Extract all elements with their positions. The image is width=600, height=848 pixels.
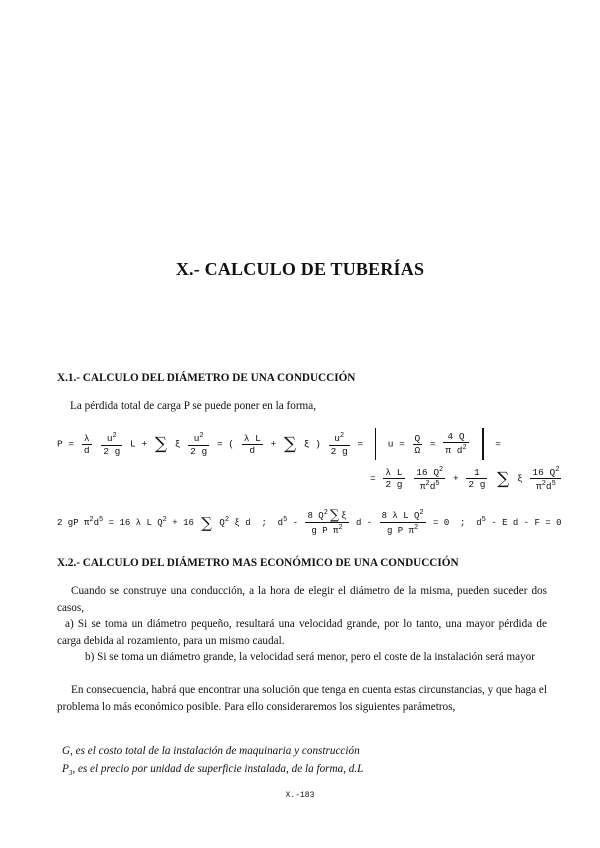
sum-symbol: ∑ (154, 434, 167, 454)
eq1-paren-close: ξ ) (303, 438, 321, 450)
eq3-part2: 16 λ L Q (119, 517, 163, 528)
eq1-eq: = (68, 438, 75, 450)
abs-bar-right (482, 428, 483, 460)
eq1-frac-u2-2g-c: $\frac{u^2}{2 g}$ (330, 432, 348, 457)
eq3-frac-8lLQ2-gPpi2: $\frac{8 \lambda L Q^2}{g P \pi^2}$ (381, 509, 424, 536)
eq1-end: = (495, 438, 501, 450)
eq1-paren-open: = ( (216, 438, 235, 450)
eq2-frac-1-2g: $\frac{1}{2 g}$ (468, 467, 486, 491)
eq1-frac-u2-2g: $\frac{u^2}{2 g}$ (103, 432, 121, 457)
eq3-part2d: ξ d (234, 517, 251, 528)
eq1-P: P (57, 438, 63, 450)
abs-bar-left (375, 428, 376, 460)
page-number: X.-183 (285, 791, 315, 800)
eq3-part4b: - E d - F = 0 (491, 517, 562, 528)
eq3-dmul: d - (355, 517, 373, 528)
eq3-part1b: d (93, 517, 100, 528)
section2-para4: En consecuencia, habrá que encontrar una solución que tenga en cuenta estas circunstancias, y que haga el problema lo más económico posible. Para ello consideraremos los siguientes parámetros, (57, 684, 547, 713)
section1-intro: La pérdida total de carga P se puede poner en la forma, (70, 400, 317, 412)
eq1-plus-b: + (270, 438, 277, 450)
eq1-eq-c: = (429, 438, 436, 450)
section2-heading: X.2.- CALCULO DEL DIÁMETRO MAS ECONÓMICO DE UNA CONDUCCIÓN (57, 557, 459, 569)
equation-2 (370, 465, 563, 492)
eq3-part1: 2 gP π (57, 517, 90, 528)
eq3-sep2: ; (460, 517, 466, 528)
eq1-frac-u2-2g-b: $\frac{u^2}{2 g}$ (190, 432, 208, 457)
eq1-frac-lambdaL-d: $\frac{\text{λ L}}{d}$ (243, 432, 261, 456)
eq1-xi: ξ (174, 438, 181, 450)
eq2-frac-16Q2-pi2d5: $\frac{16 Q^2}{\pi^2d^5}$ (416, 466, 444, 493)
sum-symbol: ∑ (201, 513, 212, 532)
eq3-eqzero: = 0 (433, 517, 450, 528)
eq1-frac-4Q-pid2: $\frac{4 Q}{\pi d^2}$ (445, 431, 467, 457)
eq1-frac-Q-Omega: $\frac{Q}{\Omega}$ (414, 432, 421, 456)
eq3-frac-8Q2xi-gPpi2: $\frac{8 Q^2 \sum \xi}{g P \pi^2}$ (307, 508, 347, 536)
eq1-frac-lambda-d: $\frac{\lambda}{d}$ (83, 432, 90, 456)
eq3-part3: d (277, 517, 284, 528)
eq3-sep1: ; (261, 517, 267, 528)
eq1-plus: + (141, 438, 148, 450)
section2-para2: a) Si se toma un diámetro pequeño, resultará una velocidad grande, por lo tanto, una mayor pérdida de carga debida al rozamiento, para un mismo caudal. (57, 618, 547, 647)
eq2-frac-lambdaL-2g: $\frac{\text{λ L}}{2 g}$ (385, 467, 403, 491)
page-title: X.- CALCULO DE TUBERÍAS (175, 259, 425, 279)
equation-3: 2 gP $\pi^2d^5 = 16$ λ L $Q^2 + 16$ ∑ $Q^2$ ξ d ; $d^5$ - $\frac{8 Q^2 \sum \xi}{g P \pi^2}$ d - $\frac{8 \lambda L Q^2}{g P \pi^2}$ = 0 ; $d^5$ - E d - F = 0 (57, 508, 562, 536)
eq2-plus: + (452, 473, 459, 485)
eq1-eq-b: = (357, 438, 364, 450)
eq2-eq: = (370, 473, 376, 485)
eq1-u-eq: u = (387, 438, 405, 450)
eq3-part2b: + 16 (172, 517, 194, 528)
eq3-part2c: Q (219, 517, 225, 528)
eq2-xi: ξ (517, 473, 523, 485)
section2-para1: Cuando se construye una conducción, a la hora de elegir el diámetro de la misma, pueden suceder dos casos, (57, 585, 547, 614)
param-g-line: G, es el costo total de la instalación de maquinaria y construcción (62, 745, 360, 757)
eq3-part3b: - (292, 517, 299, 528)
section1-heading: X.1.- CALCULO DEL DIÁMETRO DE UNA CONDUCCIÓN (57, 372, 356, 384)
sum-symbol: ∑ (283, 434, 297, 454)
eq3-eq: = (108, 517, 115, 528)
eq3-part4: d (476, 517, 482, 528)
equation-1 (57, 428, 501, 460)
sum-symbol: ∑ (497, 468, 510, 489)
param-p3-line: $P_3$, es el precio por unidad de superficie instalada, de la forma, d.L (62, 763, 364, 778)
eq2-frac-16Q2-pi2d5-b: $\frac{16 Q^2}{\pi^2d^5}$ (532, 466, 560, 493)
section2-para3: b) Si se toma un diámetro grande, la velocidad será menor, pero el coste de la instalación será mayor (85, 651, 535, 663)
eq1-L: L (130, 438, 136, 450)
